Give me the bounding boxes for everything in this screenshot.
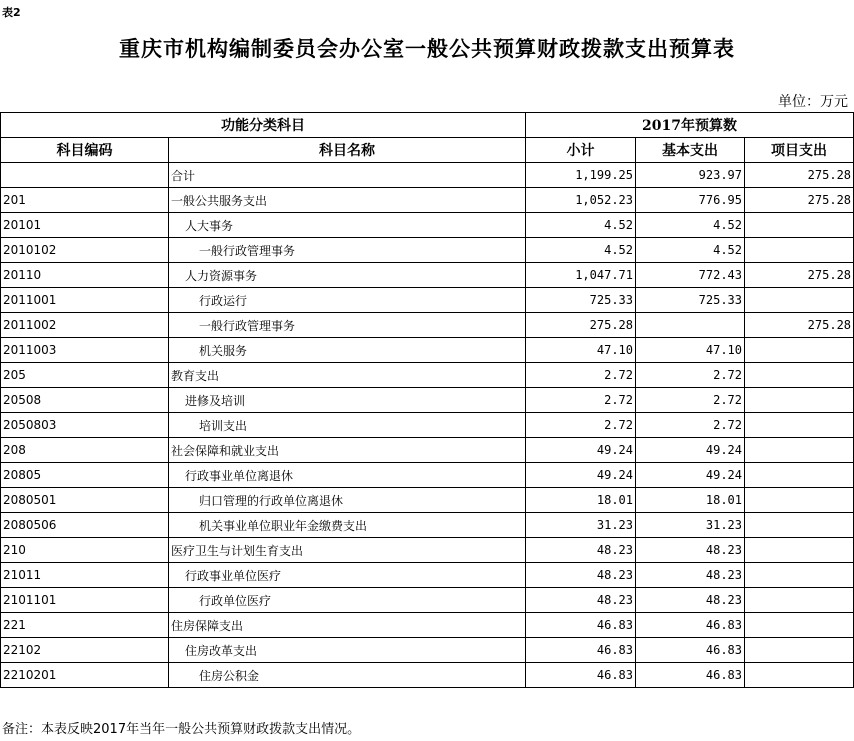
- table-row: [1, 438, 854, 463]
- cell-project: [745, 338, 854, 363]
- cell-basic: 2.72: [636, 388, 745, 413]
- table-row: [1, 238, 854, 263]
- cell-code: 2011001: [1, 288, 169, 313]
- table-row: [1, 638, 854, 663]
- table-row: [1, 163, 854, 188]
- cell-basic: 48.23: [636, 538, 745, 563]
- cell-subtotal: 4.52: [526, 213, 636, 238]
- cell-name: 医疗卫生与计划生育支出: [169, 538, 526, 563]
- cell-subtotal: 2.72: [526, 413, 636, 438]
- cell-subtotal: 1,047.71: [526, 263, 636, 288]
- cell-code: 2080506: [1, 513, 169, 538]
- cell-basic: 2.72: [636, 413, 745, 438]
- cell-subtotal: 31.23: [526, 513, 636, 538]
- cell-basic: 923.97: [636, 163, 745, 188]
- cell-subtotal: 49.24: [526, 438, 636, 463]
- table-row: [1, 563, 854, 588]
- header-column-row: [1, 138, 854, 163]
- cell-basic: 18.01: [636, 488, 745, 513]
- cell-code: 20110: [1, 263, 169, 288]
- cell-project: [745, 513, 854, 538]
- cell-project: 275.28: [745, 188, 854, 213]
- table-row: [1, 663, 854, 688]
- cell-name: 住房公积金: [169, 663, 526, 688]
- cell-code: 21011: [1, 563, 169, 588]
- cell-basic: 776.95: [636, 188, 745, 213]
- cell-project: [745, 663, 854, 688]
- cell-project: [745, 638, 854, 663]
- cell-name: 教育支出: [169, 363, 526, 388]
- cell-subtotal: 48.23: [526, 538, 636, 563]
- cell-code: 2010102: [1, 238, 169, 263]
- cell-code: 2080501: [1, 488, 169, 513]
- cell-subtotal: 18.01: [526, 488, 636, 513]
- cell-project: 275.28: [745, 163, 854, 188]
- cell-code: [1, 163, 169, 188]
- table-row: [1, 538, 854, 563]
- cell-project: [745, 213, 854, 238]
- table-row: [1, 413, 854, 438]
- cell-project: [745, 413, 854, 438]
- cell-subtotal: 1,199.25: [526, 163, 636, 188]
- footnote: 备注：本表反映2017年当年一般公共预算财政拨款支出情况。: [2, 722, 361, 737]
- cell-name: 行政事业单位离退休: [169, 463, 526, 488]
- cell-subtotal: 2.72: [526, 388, 636, 413]
- cell-basic: 47.10: [636, 338, 745, 363]
- cell-basic: 46.83: [636, 638, 745, 663]
- header-functional-classification: 功能分类科目: [1, 113, 526, 138]
- cell-code: 20508: [1, 388, 169, 413]
- table-row: [1, 513, 854, 538]
- cell-project: [745, 538, 854, 563]
- cell-project: [745, 238, 854, 263]
- cell-project: [745, 488, 854, 513]
- table-row: [1, 388, 854, 413]
- header-basic: 基本支出: [636, 138, 745, 163]
- cell-name: 人力资源事务: [169, 263, 526, 288]
- cell-name: 一般行政管理事务: [169, 313, 526, 338]
- cell-name: 一般行政管理事务: [169, 238, 526, 263]
- cell-project: [745, 438, 854, 463]
- cell-code: 221: [1, 613, 169, 638]
- cell-name: 归口管理的行政单位离退休: [169, 488, 526, 513]
- cell-name: 住房保障支出: [169, 613, 526, 638]
- cell-project: [745, 463, 854, 488]
- cell-name: 进修及培训: [169, 388, 526, 413]
- cell-code: 20805: [1, 463, 169, 488]
- cell-subtotal: 275.28: [526, 313, 636, 338]
- cell-basic: 46.83: [636, 613, 745, 638]
- cell-code: 22102: [1, 638, 169, 663]
- cell-name: 培训支出: [169, 413, 526, 438]
- cell-project: [745, 388, 854, 413]
- cell-name: 行政单位医疗: [169, 588, 526, 613]
- cell-name: 行政运行: [169, 288, 526, 313]
- cell-code: 205: [1, 363, 169, 388]
- cell-code: 20101: [1, 213, 169, 238]
- cell-subtotal: 2.72: [526, 363, 636, 388]
- cell-basic: 31.23: [636, 513, 745, 538]
- cell-subtotal: 4.52: [526, 238, 636, 263]
- table-row: [1, 313, 854, 338]
- cell-basic: 49.24: [636, 438, 745, 463]
- table-number-label: 表2: [2, 6, 21, 19]
- table-row: [1, 588, 854, 613]
- cell-code: 210: [1, 538, 169, 563]
- budget-table: [0, 112, 854, 688]
- table-row: [1, 288, 854, 313]
- header-subtotal: 小计: [526, 138, 636, 163]
- header-name: 科目名称: [169, 138, 526, 163]
- cell-code: 2210201: [1, 663, 169, 688]
- cell-basic: 49.24: [636, 463, 745, 488]
- table-row: [1, 463, 854, 488]
- page-title: 重庆市机构编制委员会办公室一般公共预算财政拨款支出预算表: [119, 36, 735, 61]
- cell-name: 人大事务: [169, 213, 526, 238]
- cell-name: 行政事业单位医疗: [169, 563, 526, 588]
- cell-name: 住房改革支出: [169, 638, 526, 663]
- header-code: 科目编码: [1, 138, 169, 163]
- table-row: [1, 613, 854, 638]
- cell-project: 275.28: [745, 263, 854, 288]
- cell-project: [745, 588, 854, 613]
- table-row: [1, 363, 854, 388]
- cell-project: 275.28: [745, 313, 854, 338]
- cell-subtotal: 47.10: [526, 338, 636, 363]
- cell-basic: 4.52: [636, 213, 745, 238]
- cell-code: 2011003: [1, 338, 169, 363]
- cell-basic: [636, 313, 745, 338]
- table-row: [1, 263, 854, 288]
- header-budget-year: 2017年预算数: [526, 113, 854, 138]
- table-row: [1, 338, 854, 363]
- header-group-row: [1, 113, 854, 138]
- cell-basic: 46.83: [636, 663, 745, 688]
- cell-subtotal: 725.33: [526, 288, 636, 313]
- cell-name: 机关服务: [169, 338, 526, 363]
- unit-label: 单位：万元: [778, 94, 848, 110]
- cell-basic: 772.43: [636, 263, 745, 288]
- cell-basic: 48.23: [636, 588, 745, 613]
- cell-basic: 2.72: [636, 363, 745, 388]
- cell-subtotal: 46.83: [526, 613, 636, 638]
- cell-basic: 48.23: [636, 563, 745, 588]
- cell-subtotal: 48.23: [526, 563, 636, 588]
- cell-name: 社会保障和就业支出: [169, 438, 526, 463]
- cell-project: [745, 613, 854, 638]
- cell-code: 2050803: [1, 413, 169, 438]
- cell-project: [745, 563, 854, 588]
- cell-project: [745, 288, 854, 313]
- cell-subtotal: 46.83: [526, 663, 636, 688]
- cell-subtotal: 46.83: [526, 638, 636, 663]
- cell-name: 一般公共服务支出: [169, 188, 526, 213]
- cell-name: 机关事业单位职业年金缴费支出: [169, 513, 526, 538]
- cell-code: 208: [1, 438, 169, 463]
- cell-name: 合计: [169, 163, 526, 188]
- cell-code: 2101101: [1, 588, 169, 613]
- cell-subtotal: 48.23: [526, 588, 636, 613]
- cell-subtotal: 49.24: [526, 463, 636, 488]
- table-row: [1, 488, 854, 513]
- cell-basic: 4.52: [636, 238, 745, 263]
- cell-code: 201: [1, 188, 169, 213]
- cell-subtotal: 1,052.23: [526, 188, 636, 213]
- table-row: [1, 188, 854, 213]
- cell-basic: 725.33: [636, 288, 745, 313]
- cell-code: 2011002: [1, 313, 169, 338]
- table-row: [1, 213, 854, 238]
- cell-project: [745, 363, 854, 388]
- header-project: 项目支出: [745, 138, 854, 163]
